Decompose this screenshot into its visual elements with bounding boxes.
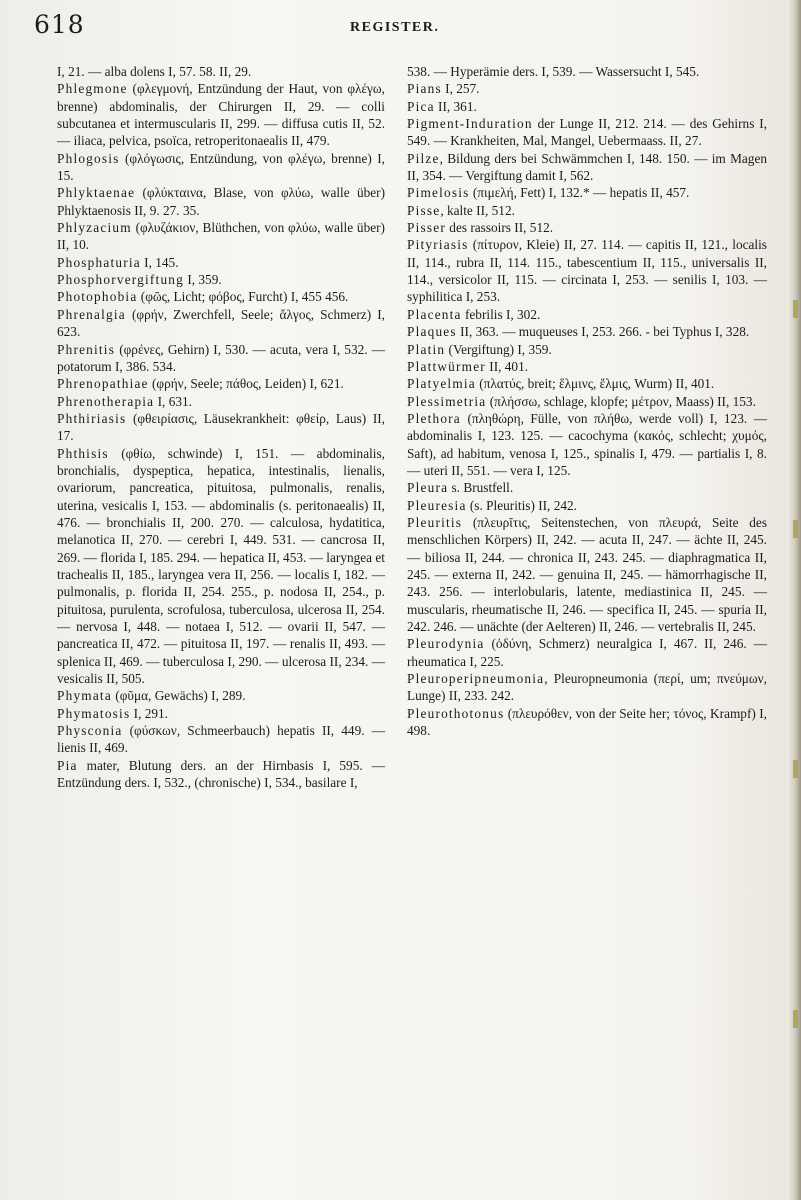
index-entry bbox=[407, 323, 767, 340]
index-term: Phlogosis bbox=[57, 150, 120, 166]
index-entry bbox=[407, 479, 767, 496]
index-entry bbox=[57, 288, 385, 305]
index-references: (φλυζάκιον, Blüthchen, von φλύω, walle über) II, 10. bbox=[57, 220, 385, 253]
index-references: s. Brustfell. bbox=[448, 480, 514, 496]
index-entry bbox=[407, 63, 767, 80]
index-entry bbox=[407, 705, 767, 740]
index-entry bbox=[57, 705, 385, 722]
index-term: Pilze bbox=[407, 150, 440, 166]
index-entry bbox=[407, 219, 767, 236]
index-entry bbox=[407, 115, 767, 150]
index-references: (φῶς, Licht; φόβος, Furcht) I, 455 456. bbox=[137, 289, 349, 305]
index-references: II, 401. bbox=[485, 358, 529, 374]
index-references: I, 21. — alba dolens I, 57. 58. II, 29. bbox=[57, 64, 252, 79]
index-term: Pleuritis bbox=[407, 514, 463, 530]
index-term: Platin bbox=[407, 341, 446, 357]
index-references: febrilis I, 302. bbox=[461, 306, 541, 322]
index-entry bbox=[57, 80, 385, 149]
index-term: Phrenopathiae bbox=[57, 376, 149, 392]
index-entry bbox=[407, 150, 767, 185]
index-entry bbox=[407, 635, 767, 670]
index-references: (φρένες, Gehirn) I, 530. — acuta, vera I, 532. — potatorum I, 386. 534. bbox=[57, 341, 385, 374]
index-entry bbox=[407, 341, 767, 358]
index-term: Pityriasis bbox=[407, 237, 469, 253]
index-entry bbox=[57, 341, 385, 376]
page-edge bbox=[787, 0, 801, 1200]
index-references: (φῦμα, Gewächs) I, 289. bbox=[111, 688, 246, 704]
edge-mark bbox=[793, 520, 798, 538]
index-references: des rassoirs II, 512. bbox=[445, 220, 554, 236]
index-references: , Bildung ders bei Schwämmchen I, 148. 150. — im Magen II, 354. — Vergiftung damit I, 562. bbox=[407, 150, 767, 184]
index-entry bbox=[57, 722, 385, 757]
index-term: Phlyktaenae bbox=[57, 185, 136, 201]
index-term: Phthisis bbox=[57, 445, 109, 461]
index-entry bbox=[57, 150, 385, 185]
index-entry bbox=[57, 410, 385, 445]
index-term: Pleura bbox=[407, 480, 449, 496]
index-references: (Vergiftung) I, 359. bbox=[445, 341, 552, 357]
index-entry bbox=[407, 184, 767, 201]
index-references: (s. Pleuritis) II, 242. bbox=[466, 497, 577, 513]
index-term: Phrenotherapia bbox=[57, 393, 155, 409]
index-term: Pia bbox=[57, 757, 78, 773]
index-references: (πλήσσω, schlage, klopfe; μέτρον, Maass) II, 153. bbox=[486, 393, 756, 409]
index-entry bbox=[407, 98, 767, 115]
index-term: Phrenalgia bbox=[57, 306, 126, 322]
index-entry bbox=[407, 358, 767, 375]
index-term: Phrenitis bbox=[57, 341, 116, 357]
index-references: (πλατύς, breit; ἕλμινς, ἕλμις, Wurm) II, 401. bbox=[475, 376, 715, 392]
index-term: Photophobia bbox=[57, 289, 138, 305]
index-references: (πλευρῖτις, Seitenstechen, von πλευρά, Seite des menschlichen Körpers) II, 242. — acuta II, 247. — ächte II, 245. — biliosa II, 244. — chronica II, 243. 245. — diaphragmatica II, 245. — externa II, 242. — genuina II, 245. — hämorrhagische II, 243. 256. — interlobularis, latente, mediastinica II, 245. — muscularis, rheumatische II, 246. — specifica II, 245. — spuria II, 242. 246. — unächte (der Aelteren) II, 246. — vertebralis II, 245. bbox=[407, 514, 767, 634]
index-term: Phlyzacium bbox=[57, 220, 132, 236]
index-references: (φρήν, Zwerchfell, Seele; ἄλγος, Schmerz) I, 623. bbox=[57, 306, 385, 340]
index-entry bbox=[407, 410, 767, 479]
index-term: Phosphorvergiftung bbox=[57, 272, 184, 288]
edge-mark bbox=[793, 760, 798, 778]
index-references: I, 631. bbox=[154, 393, 192, 409]
index-references: I, 291. bbox=[130, 705, 168, 721]
edge-mark bbox=[793, 1010, 798, 1028]
index-term: Pica bbox=[407, 98, 435, 114]
left-column bbox=[57, 63, 385, 791]
index-entry bbox=[407, 670, 767, 705]
index-entry bbox=[57, 63, 385, 80]
index-term: Pigment-Induration bbox=[407, 116, 533, 132]
index-entry bbox=[57, 687, 385, 704]
index-term: Platyelmia bbox=[407, 376, 476, 392]
index-references: I, 257. bbox=[441, 81, 480, 97]
index-references: 538. — Hyperämie ders. I, 539. — Wassersucht I, 545. bbox=[407, 64, 700, 79]
index-term: Phlegmone bbox=[57, 81, 128, 97]
index-term: Pleurodynia bbox=[407, 636, 485, 652]
index-references: (φλεγμονή, Entzündung der Haut, von φλέγω, brenne) abdominalis, der Chirurgen II, 29. — colli subcutanea et intermuscularis II, 299. — diffusa cutis II, 52. — iliaca, pelvica, psoïca, retroperitonaealis II, 479. bbox=[57, 81, 385, 149]
index-entry bbox=[57, 375, 385, 392]
index-entry bbox=[57, 445, 385, 688]
index-references: , kalte II, 512. bbox=[440, 202, 515, 218]
right-column bbox=[407, 63, 767, 739]
edge-mark bbox=[793, 300, 798, 318]
index-entry bbox=[57, 757, 385, 792]
index-term: Plethora bbox=[407, 410, 461, 426]
index-references: (φθίω, schwinde) I, 151. — abdominalis, bronchialis, dyspeptica, hepatica, intestinalis, lienalis, ovariorum, pancreatica, pituitosa, pulmonalis, renalis, uterina, vesicalis I, 153. — abdominalis (s. peritonaealis) II, 476. — bronchialis II, 200. 270. — calculosa, hydatitica, melanotica II, 270. — cerebri I, 449. 531. — cancrosa II, 269. — florida I, 185. 294. — hepatica II, 453. — laryngea et trachealis II, 185., laryngea vera II, 256. — localis I, 182. — pulmonalis, p. florida II, 254. 255., p. nodosa II, 254., p. pituitosa, purulenta, scrofulosa, tuberculosa, ulcerosa II, 254. — nervosa I, 448. — notaea I, 512. — ovarii II, 547. — pancreatica II, 472. — pituitosa II, 197. — renalis II, 493. — splenica II, 469. — tuberculosa I, 290. — ulcerosa II, 234. — vesicalis II, 505. bbox=[57, 445, 385, 687]
index-references: I, 359. bbox=[184, 272, 222, 288]
index-term: Plaques bbox=[407, 324, 457, 340]
index-references: (πληθώρη, Fülle, von πλήθω, werde voll) I, 123. — abdominalis I, 123. 125. — cacochyma (κακός, schlecht; χυμός, Saft), ad habitum, venosa I, 125., spinalis I, 479. — partialis I, 8. — uteri II, 551. — vera I, 125. bbox=[407, 410, 767, 478]
index-references: I, 145. bbox=[140, 254, 179, 270]
index-entry bbox=[407, 80, 767, 97]
index-term: Pleuroperipneumonia bbox=[407, 671, 545, 687]
index-term: Plessimetria bbox=[407, 393, 487, 409]
index-term: Pians bbox=[407, 81, 442, 97]
index-term: Pisse bbox=[407, 202, 441, 218]
index-references: (πλευρόθεν, von der Seite her; τόνος, Krampf) I, 498. bbox=[407, 705, 767, 739]
index-references: II, 361. bbox=[434, 98, 477, 114]
index-term: Pisser bbox=[407, 220, 446, 236]
index-entry bbox=[57, 306, 385, 341]
index-entry bbox=[407, 375, 767, 392]
index-references: (πίτυρον, Kleie) II, 27. 114. — capitis II, 121., localis II, 114., rubra II, 114. 115., tabescentium II, 115., universalis II, 114., versicolor II, 115. — circinata I, 253. — senilis I, 103. — syphilitica I, 253. bbox=[407, 237, 767, 305]
index-references: (φλύκταινα, Blase, von φλύω, walle über) Phlyktaenosis II, 9. 27. 35. bbox=[57, 185, 385, 218]
index-entry bbox=[57, 219, 385, 254]
index-entry bbox=[57, 254, 385, 271]
index-entry bbox=[407, 514, 767, 635]
index-references: mater, Blutung ders. an der Hirnbasis I, 595. — Entzündung ders. I, 532., (chronische) I, 534., basilare I, bbox=[57, 757, 385, 791]
index-entry bbox=[407, 393, 767, 410]
index-entry bbox=[407, 497, 767, 514]
index-entry bbox=[407, 306, 767, 323]
index-references: (πιμελή, Fett) I, 132.* — hepatis II, 457. bbox=[469, 185, 690, 201]
index-term: Pleurothotonus bbox=[407, 705, 505, 721]
index-term: Pimelosis bbox=[407, 185, 470, 201]
index-references: , Pleuropneumonia (περί, um; πνεύμων, Lunge) II, 233. 242. bbox=[407, 671, 767, 704]
index-term: Phthiriasis bbox=[57, 410, 127, 426]
index-term: Physconia bbox=[57, 723, 123, 739]
index-references: (φθειρίασις, Läusekrankheit: φθείρ, Laus) II, 17. bbox=[57, 410, 385, 444]
index-entry bbox=[407, 236, 767, 305]
index-references: der Lunge II, 212. 214. — des Gehirns I, 549. — Krankheiten, Mal, Mangel, Uebermaass. II, 27. bbox=[407, 116, 767, 149]
index-references: (ὀδύνη, Schmerz) neuralgica I, 467. II, 246. — rheumatica I, 225. bbox=[407, 636, 767, 669]
index-entry bbox=[57, 271, 385, 288]
index-term: Phymata bbox=[57, 688, 112, 704]
running-head: REGISTER. bbox=[350, 20, 440, 35]
index-entry bbox=[57, 393, 385, 410]
index-references: (φρήν, Seele; πάθος, Leiden) I, 621. bbox=[148, 376, 344, 392]
index-term: Pleuresia bbox=[407, 497, 467, 513]
index-entry bbox=[57, 184, 385, 219]
index-term: Placenta bbox=[407, 306, 462, 322]
index-references: (φύσκων, Schmeerbauch) hepatis II, 449. — lienis II, 469. bbox=[57, 723, 385, 756]
index-references: (φλόγωσις, Entzündung, von φλέγω, brenne) I, 15. bbox=[57, 150, 385, 184]
index-references: II, 363. — muqueuses I, 253. 266. - bei Typhus I, 328. bbox=[456, 324, 750, 340]
index-term: Plattwürmer bbox=[407, 358, 486, 374]
page-number: 618 bbox=[34, 10, 85, 39]
index-term: Phosphaturia bbox=[57, 254, 141, 270]
index-entry bbox=[407, 202, 767, 219]
index-term: Phymatosis bbox=[57, 705, 131, 721]
